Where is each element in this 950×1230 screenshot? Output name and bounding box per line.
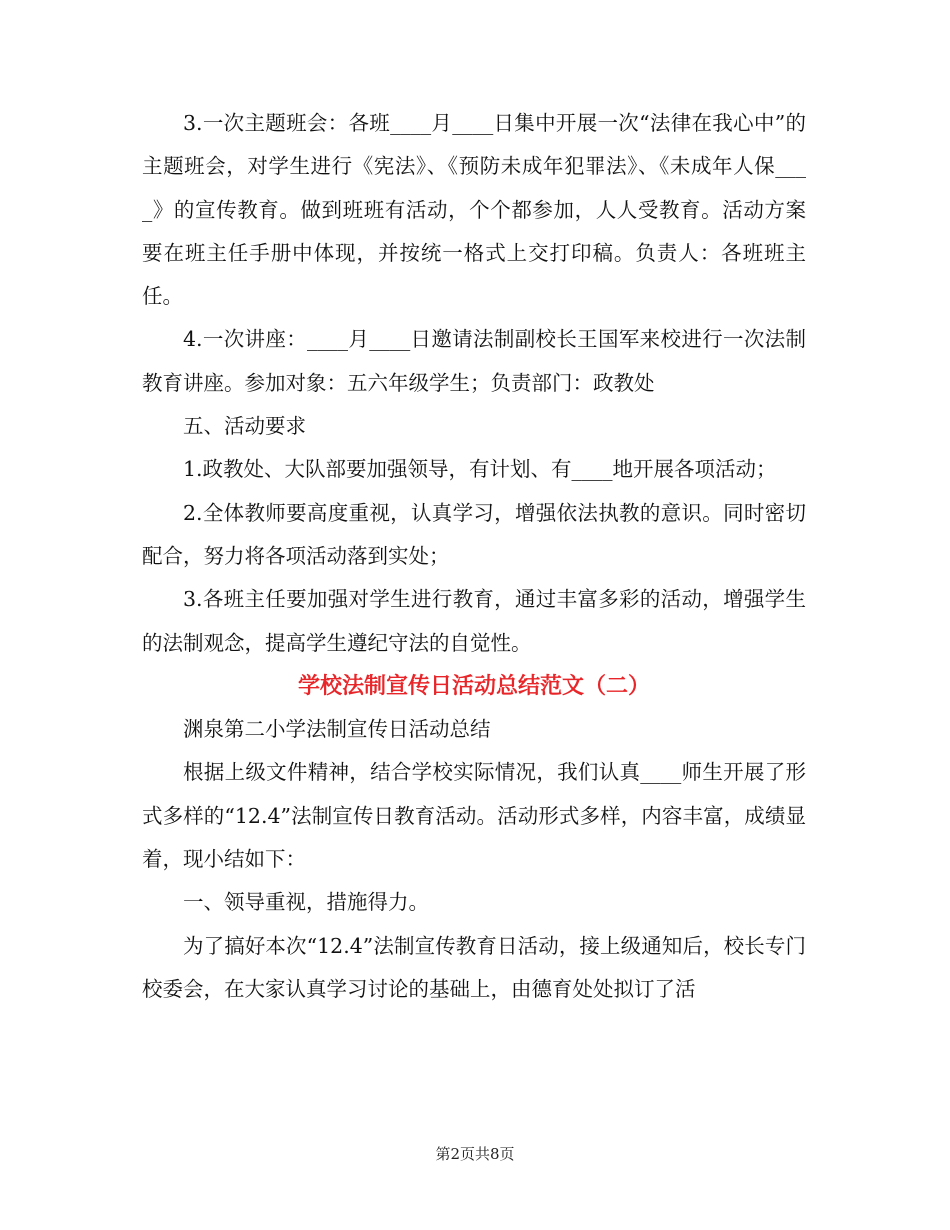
paragraph-leadership: 为了搞好本次“12.4”法制宣传教育日活动，接上级通知后，校长专门校委会，在大家认真学习讨论的基础上，由德育处处拟订了活 <box>142 933 806 1001</box>
section-heading-leadership: 一、领导重视，措施得力。 <box>183 890 429 915</box>
article-title: 学校法制宣传日活动总结范文（二） <box>297 672 650 699</box>
paragraph-lecture: 4.一次讲座：____月____日邀请法制副校长王国军来校进行一次法制教育讲座。参加对象：五六年级学生；负责部门：政教处 <box>142 327 806 395</box>
paragraph-intro: 根据上级文件精神，结合学校实际情况，我们认真____师生开展了形式多样的“12.4”法制宣传日教育活动。活动形式多样，内容丰富，成绩显着，现小结如下： <box>142 760 806 872</box>
section-heading-requirements: 五、活动要求 <box>183 414 306 439</box>
paragraph-requirement-3: 3.各班主任要加强对学生进行教育，通过丰富多彩的活动，增强学生的法制观念，提高学生遵纪守法的自觉性。 <box>142 587 806 655</box>
document-body <box>142 102 806 1011</box>
paragraph-class-meeting: 3.一次主题班会：各班____月____日集中开展一次“法律在我心中”的主题班会，对学生进行《宪法》、《预防未成年犯罪法》、《未成年人保____》的宣传教育。做到班班有活动，个个都参加，人人受教育。活动方案要在班主任手册中体现，并按统一格式上交打印稿。负责人：各班班主任。 <box>142 111 806 309</box>
summary-subtitle: 渊泉第二小学法制宣传日活动总结 <box>183 717 491 742</box>
page-number-footer: 第2页共8页 <box>435 1145 515 1163</box>
paragraph-requirement-1: 1.政教处、大队部要加强领导，有计划、有____地开展各项活动； <box>183 457 777 482</box>
paragraph-requirement-2: 2.全体教师要高度重视，认真学习，增强依法执教的意识。同时密切配合，努力将各项活动落到实处； <box>142 500 806 568</box>
